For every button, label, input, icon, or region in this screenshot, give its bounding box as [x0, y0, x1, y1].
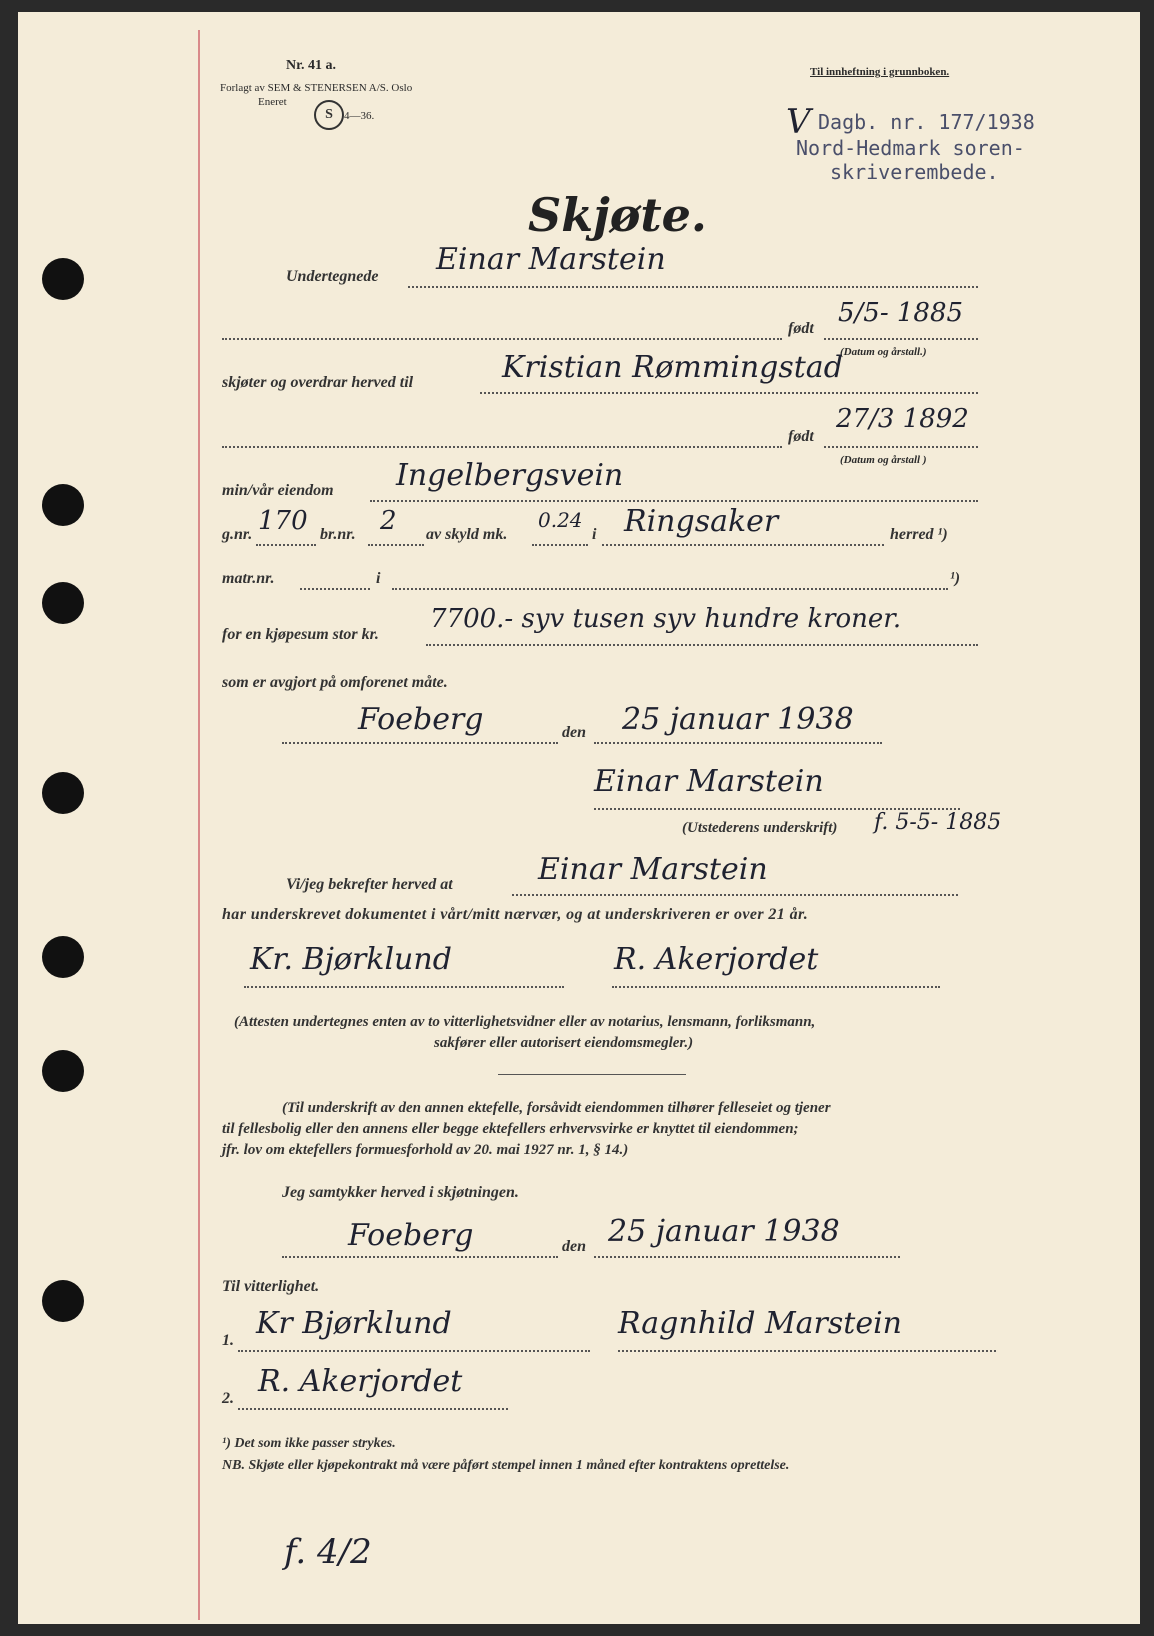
- stamp-dagb: Dagb. nr. 177/1938: [818, 110, 1035, 134]
- spouse-den-label: den: [562, 1238, 586, 1255]
- dotted-line: [594, 742, 882, 744]
- dotted-line: [824, 446, 978, 448]
- skjoter-label: skjøter og overdrar herved til: [222, 374, 414, 391]
- dotted-line: [392, 588, 948, 590]
- birth-note: f. 5-5- 1885: [874, 810, 1002, 835]
- dotted-line: [612, 986, 940, 988]
- dotted-line: [282, 742, 558, 744]
- gnr-value: 170: [258, 506, 308, 536]
- signing1-place: Foeberg: [358, 702, 484, 737]
- bottom-scribble: f. 4/2: [284, 1532, 372, 1572]
- eiendom-label: min/vår eiendom: [222, 482, 334, 499]
- dotted-line: [532, 544, 588, 546]
- datum1-hint: (Datum og årstall.): [840, 346, 927, 358]
- matr-i-label: i: [376, 570, 381, 587]
- stamp-line3: skriverembede.: [830, 160, 999, 184]
- document-page: [18, 12, 1140, 1624]
- dotted-line: [594, 1256, 900, 1258]
- punch-hole: [42, 258, 84, 300]
- punch-hole: [42, 484, 84, 526]
- fodt1-label: født: [788, 320, 814, 337]
- publisher-logo-icon: S: [314, 100, 344, 130]
- punch-hole: [42, 1280, 84, 1322]
- punch-hole: [42, 936, 84, 978]
- consent-text: Jeg samtykker herved i skjøtningen.: [282, 1184, 519, 1201]
- undertegnede-label: Undertegnede: [286, 268, 379, 285]
- dotted-line: [256, 544, 316, 546]
- margin-line: [198, 30, 200, 1620]
- fodt1-value: 5/5- 1885: [838, 298, 964, 328]
- footnote-1: ¹) Det som ikke passer strykes.: [222, 1436, 396, 1451]
- spouse-signature: Ragnhild Marstein: [618, 1306, 903, 1341]
- witness2-signature: R. Akerjordet: [614, 942, 819, 977]
- spouse-note-line2: til fellesbolig eller den annens eller begge ektefellers erhvervsvirke er knyttet til eiendommen;: [222, 1121, 799, 1137]
- herred-value: Ringsaker: [624, 504, 779, 539]
- spouse-note-line1: (Til underskrift av den annen ektefelle, forsåvidt eiendommen tilhører felleseiet og tjener: [282, 1100, 831, 1116]
- witness-number-2: 2.: [222, 1390, 234, 1407]
- brnr-label: br.nr.: [320, 526, 356, 543]
- witness1-signature: Kr. Bjørklund: [250, 942, 452, 977]
- skyld-value: 0.24: [538, 508, 583, 532]
- issuer-signature: Einar Marstein: [594, 764, 824, 799]
- omforenet-text: som er avgjort på omforenet måte.: [222, 674, 448, 691]
- fodt2-value: 27/3 1892: [836, 404, 969, 434]
- dotted-line: [244, 986, 564, 988]
- skjoter-value: Kristian Rømmingstad: [502, 350, 843, 385]
- spouse-place: Foeberg: [348, 1218, 474, 1253]
- vitterlighet-witness1: Kr Bjørklund: [256, 1306, 452, 1341]
- top-right-note: Til innheftning i grunnboken.: [810, 66, 950, 78]
- brnr-value: 2: [380, 506, 397, 536]
- dotted-line: [426, 644, 978, 646]
- publisher-eneret: Eneret: [258, 96, 287, 108]
- dotted-line: [282, 1256, 558, 1258]
- publisher-date: 4—36.: [344, 110, 375, 122]
- dotted-line: [408, 286, 978, 288]
- kjopesum-label: for en kjøpesum stor kr.: [222, 626, 379, 643]
- punch-hole: [42, 1050, 84, 1092]
- signature-hint: (Utstederens underskrift): [682, 820, 838, 836]
- dotted-line: [368, 544, 424, 546]
- dotted-line: [370, 500, 978, 502]
- spouse-date: 25 januar 1938: [608, 1214, 840, 1249]
- signing1-den-label: den: [562, 724, 586, 741]
- signing1-date: 25 januar 1938: [622, 702, 854, 737]
- i-label: i: [592, 526, 597, 543]
- eiendom-value: Ingelbergsvein: [396, 458, 624, 493]
- fodt2-label: født: [788, 428, 814, 445]
- attest-note-line2: sakfører eller autorisert eiendomsmegler.): [434, 1035, 694, 1051]
- footnote-2: NB. Skjøte eller kjøpekontrakt må være påført stempel innen 1 måned efter kontraktens oprettelse.: [222, 1458, 790, 1473]
- dotted-line: [602, 544, 884, 546]
- datum2-hint: (Datum og årstall ): [840, 454, 927, 466]
- gnr-label: g.nr.: [222, 526, 253, 543]
- dotted-line: [238, 1350, 590, 1352]
- bekrefter-text: har underskrevet dokumentet i vårt/mitt nærvær, og at underskriveren er over 21 år.: [222, 906, 809, 923]
- skyld-label: av skyld mk.: [426, 526, 508, 543]
- vitterlighet-label: Til vitterlighet.: [222, 1278, 320, 1295]
- vitterlighet-witness2: R. Akerjordet: [258, 1364, 463, 1399]
- kjopesum-value: 7700.- syv tusen syv hundre kroner.: [430, 604, 902, 634]
- herred-label: herred ¹): [890, 526, 948, 543]
- dotted-line: [512, 894, 958, 896]
- dotted-line: [300, 588, 370, 590]
- undertegnede-value: Einar Marstein: [436, 242, 666, 277]
- dotted-line: [480, 392, 978, 394]
- dotted-line: [222, 338, 782, 340]
- publisher-line: Forlagt av SEM & STENERSEN A/S. Oslo: [220, 82, 413, 94]
- matr-suffix: ¹): [950, 570, 961, 587]
- attest-note-line1: (Attesten undertegnes enten av to vitterlighetsvidner eller av notarius, lensmann, forliksmann,: [234, 1014, 816, 1030]
- bekrefter-label: Vi/jeg bekrefter herved at: [286, 876, 453, 893]
- dotted-line: [238, 1408, 508, 1410]
- punch-hole: [42, 582, 84, 624]
- divider: [498, 1074, 686, 1075]
- matr-label: matr.nr.: [222, 570, 275, 587]
- dotted-line: [618, 1350, 996, 1352]
- document-title: Skjøte.: [528, 188, 707, 242]
- bekrefter-value: Einar Marstein: [538, 852, 768, 887]
- dotted-line: [222, 446, 782, 448]
- form-number: Nr. 41 a.: [286, 58, 337, 73]
- dotted-line: [824, 338, 978, 340]
- stamp-line2: Nord-Hedmark soren-: [796, 136, 1025, 160]
- witness-number-1: 1.: [222, 1332, 234, 1349]
- punch-hole: [42, 772, 84, 814]
- spouse-note-line3: jfr. lov om ektefellers formuesforhold av 20. mai 1927 nr. 1, § 14.): [222, 1142, 629, 1158]
- check-mark: V: [786, 102, 811, 142]
